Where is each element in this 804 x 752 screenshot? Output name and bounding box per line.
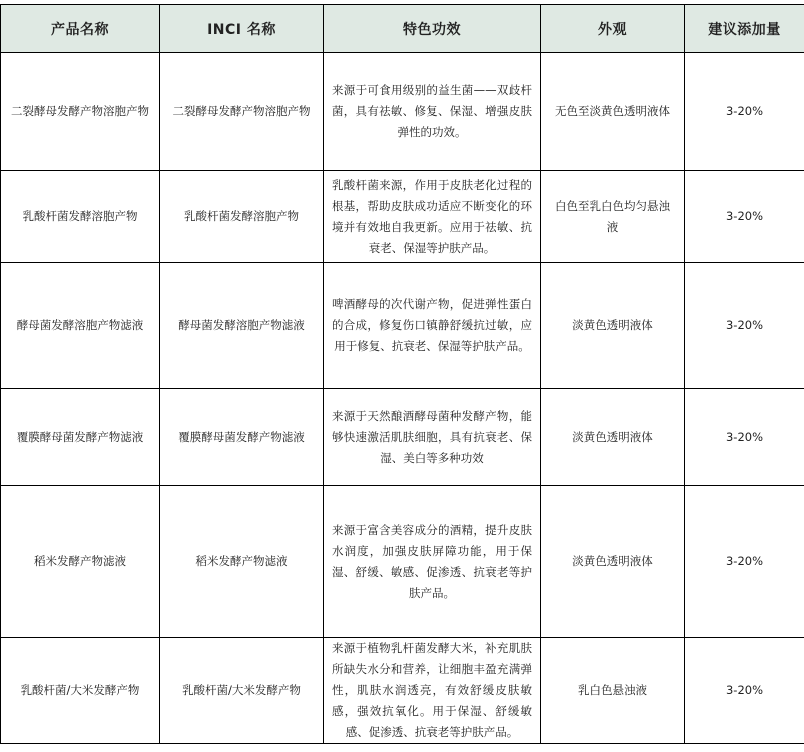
effect-cell: 来源于植物乳杆菌发酵大米，补充肌肤所缺失水分和营养，让细胞丰盈充满弹性，肌肤水润透亮，有效舒缓皮肤敏感，强效抗氧化。用于保湿、舒缓敏感、促渗透、抗衰老等护肤产品。 bbox=[324, 638, 541, 744]
dosage-cell: 3-20% bbox=[685, 638, 804, 744]
table-row bbox=[1, 638, 804, 744]
product-name-cell: 覆膜酵母菌发酵产物滤液 bbox=[1, 389, 160, 486]
dosage-cell: 3-20% bbox=[685, 486, 804, 638]
inci-name-cell: 乳酸杆菌发酵溶胞产物 bbox=[160, 171, 324, 263]
dosage-cell: 3-20% bbox=[685, 263, 804, 389]
dosage-cell: 3-20% bbox=[685, 389, 804, 486]
table-row bbox=[1, 53, 804, 171]
dosage-cell: 3-20% bbox=[685, 53, 804, 171]
dosage-cell: 3-20% bbox=[685, 171, 804, 263]
header-inci-name: INCI 名称 bbox=[160, 5, 324, 53]
appearance-cell: 淡黄色透明液体 bbox=[541, 389, 685, 486]
table-row bbox=[1, 263, 804, 389]
product-name-cell: 二裂酵母发酵产物溶胞产物 bbox=[1, 53, 160, 171]
effect-cell: 来源于富含美容成分的酒精，提升皮肤水润度，加强皮肤屏障功能，用于保湿、舒缓、敏感、促渗透、抗衰老等护肤产品。 bbox=[324, 486, 541, 638]
effect-cell: 啤酒酵母的次代谢产物，促进弹性蛋白的合成，修复伤口镇静舒缓抗过敏，应用于修复、抗衰老、保湿等护肤产品。 bbox=[324, 263, 541, 389]
inci-name-cell: 酵母菌发酵溶胞产物滤液 bbox=[160, 263, 324, 389]
header-row bbox=[1, 5, 804, 53]
table-row bbox=[1, 486, 804, 638]
header-appearance: 外观 bbox=[541, 5, 685, 53]
product-name-cell: 酵母菌发酵溶胞产物滤液 bbox=[1, 263, 160, 389]
table-row bbox=[1, 171, 804, 263]
inci-name-cell: 覆膜酵母菌发酵产物滤液 bbox=[160, 389, 324, 486]
inci-name-cell: 稻米发酵产物滤液 bbox=[160, 486, 324, 638]
product-name-cell: 乳酸杆菌发酵溶胞产物 bbox=[1, 171, 160, 263]
header-effect: 特色功效 bbox=[324, 5, 541, 53]
inci-name-cell: 二裂酵母发酵产物溶胞产物 bbox=[160, 53, 324, 171]
effect-cell: 来源于天然酿酒酵母菌种发酵产物，能够快速激活肌肤细胞，具有抗衰老、保湿、美白等多种功效 bbox=[324, 389, 541, 486]
product-name-cell: 稻米发酵产物滤液 bbox=[1, 486, 160, 638]
effect-cell: 乳酸杆菌来源，作用于皮肤老化过程的根基，帮助皮肤成功适应不断变化的环境并有效地自我更新。应用于祛敏、抗衰老、保湿等护肤产品。 bbox=[324, 171, 541, 263]
header-product-name: 产品名称 bbox=[1, 5, 160, 53]
effect-cell: 来源于可食用级别的益生菌——双歧杆菌，具有祛敏、修复、保湿、增强皮肤弹性的功效。 bbox=[324, 53, 541, 171]
appearance-cell: 乳白色悬浊液 bbox=[541, 638, 685, 744]
appearance-cell: 淡黄色透明液体 bbox=[541, 263, 685, 389]
appearance-cell: 淡黄色透明液体 bbox=[541, 486, 685, 638]
inci-name-cell: 乳酸杆菌/大米发酵产物 bbox=[160, 638, 324, 744]
appearance-cell: 无色至淡黄色透明液体 bbox=[541, 53, 685, 171]
product-name-cell: 乳酸杆菌/大米发酵产物 bbox=[1, 638, 160, 744]
header-dosage: 建议添加量 bbox=[685, 5, 804, 53]
product-table bbox=[0, 4, 804, 744]
table-row bbox=[1, 389, 804, 486]
appearance-cell: 白色至乳白色均匀悬浊液 bbox=[541, 171, 685, 263]
